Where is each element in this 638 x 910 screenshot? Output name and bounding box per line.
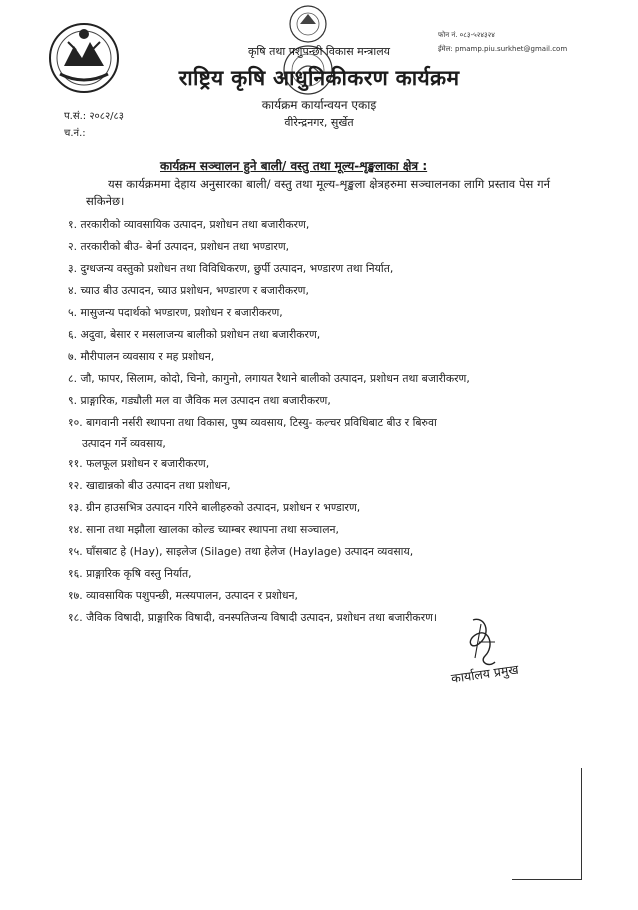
- list-item: १५. घाँसबाट हे (Hay), साइलेज (Silage) तथा हेलेज (Haylage) उत्पादन व्यवसाय,: [68, 545, 414, 558]
- reference-chn: च.नं.:: [64, 128, 86, 139]
- list-item: ४. च्याउ बीउ उत्पादन, च्याउ प्रशोधन, भण्डारण र बजारीकरण,: [68, 284, 309, 297]
- list-item: १०. बागवानी नर्सरी स्थापना तथा विकास, पुष्प व्यवसाय, टिस्यु- कल्चर प्रविधिबाट बीउ र बिरुवा उत्पादन गर्ने व्यवसाय,: [68, 412, 558, 453]
- list-item: ६. अदुवा, बेसार र मसलाजन्य बालीको प्रशोधन तथा बजारीकरण,: [68, 328, 321, 341]
- sector-list: [68, 214, 558, 629]
- contact-email: ईमेल: pmamp.piu.surkhet@gmail.com: [438, 45, 568, 53]
- list-item: ३. दुग्धजन्य वस्तुको प्रशोधन तथा विविधिकरण, छुर्पी उत्पादन, भण्डारण तथा निर्यात,: [68, 262, 394, 275]
- scan-edge-line: [512, 879, 582, 880]
- contact-phone: फोन नं. ०८३-५२४३२४: [438, 31, 495, 39]
- list-item: २. तरकारीको बीउ- बेर्ना उत्पादन, प्रशोधन तथा भण्डारण,: [68, 240, 290, 253]
- list-item: ९. प्राङ्गारिक, गड्यौली मल वा जैविक मल उत्पादन तथा बजारीकरण,: [68, 394, 331, 407]
- list-item: ११. फलफूल प्रशोधन र बजारीकरण,: [68, 457, 210, 470]
- list-item: ८. जौ, फापर, सिलाम, कोदो, चिनो, कागुनो, लगायत रैथाने बालीको उत्पादन, प्रशोधन तथा बजारीकरण,: [68, 372, 470, 385]
- program-title: राष्ट्रिय कृषि आधुनिकीकरण कार्यक्रम: [178, 66, 460, 90]
- list-item: १२. खाद्यान्नको बीउ उत्पादन तथा प्रशोधन,: [68, 479, 231, 492]
- list-item: ५. मासुजन्य पदार्थको भण्डारण, प्रशोधन र बजारीकरण,: [68, 306, 283, 319]
- list-item: १४. साना तथा मझौला खालका कोल्ड च्याम्बर स्थापना तथा सञ्चालन,: [68, 523, 339, 536]
- list-item: १८. जैविक विषादी, प्राङ्गारिक विषादी, वनस्पतिजन्य विषादी उत्पादन, प्रशोधन तथा बजारीकरण।: [68, 611, 438, 624]
- list-item: १७. व्यावसायिक पशुपन्छी, मत्स्यपालन, उत्पादन र प्रशोधन,: [68, 589, 298, 602]
- contact-info: [438, 28, 567, 56]
- reference-ps: प.सं.: २०८२/८३: [64, 111, 124, 122]
- list-item: १६. प्राङ्गारिक कृषि वस्तु निर्यात,: [68, 567, 192, 580]
- list-item: ७. मौरीपालन व्यवसाय र मह प्रशोधन,: [68, 350, 215, 363]
- document-subject: कार्यक्रम सञ्चालन हुने बाली/ वस्तु तथा मूल्य-शृङ्खलाका क्षेत्र :: [160, 159, 428, 173]
- scan-edge-line: [581, 768, 582, 880]
- list-item-continuation: उत्पादन गर्ने व्यवसाय,: [82, 437, 166, 450]
- list-item: १. तरकारीको व्यावसायिक उत्पादन, प्रशोधन तथा बजारीकरण,: [68, 218, 310, 231]
- unit-name: कार्यक्रम कार्यान्वयन एकाइ: [261, 98, 377, 112]
- list-item: १३. ग्रीन हाउसभित्र उत्पादन गरिने बालीहरुको उत्पादन, प्रशोधन र भण्डारण,: [68, 501, 361, 514]
- signatory-title: कार्यालय प्रमुख: [450, 661, 520, 686]
- intro-paragraph: यस कार्यक्रममा देहाय अनुसारका बाली/ वस्तु तथा मूल्य-शृङ्खला क्षेत्रहरुमा सञ्चालनका लागि प्रस्ताव पेस गर्न सकिनेछ।: [86, 177, 550, 208]
- office-location: वीरेन्द्रनगर, सुर्खेत: [284, 116, 354, 129]
- reference-block: [64, 108, 124, 142]
- ministry-name: कृषि तथा पशुपन्छी विकास मन्त्रालय: [247, 45, 391, 58]
